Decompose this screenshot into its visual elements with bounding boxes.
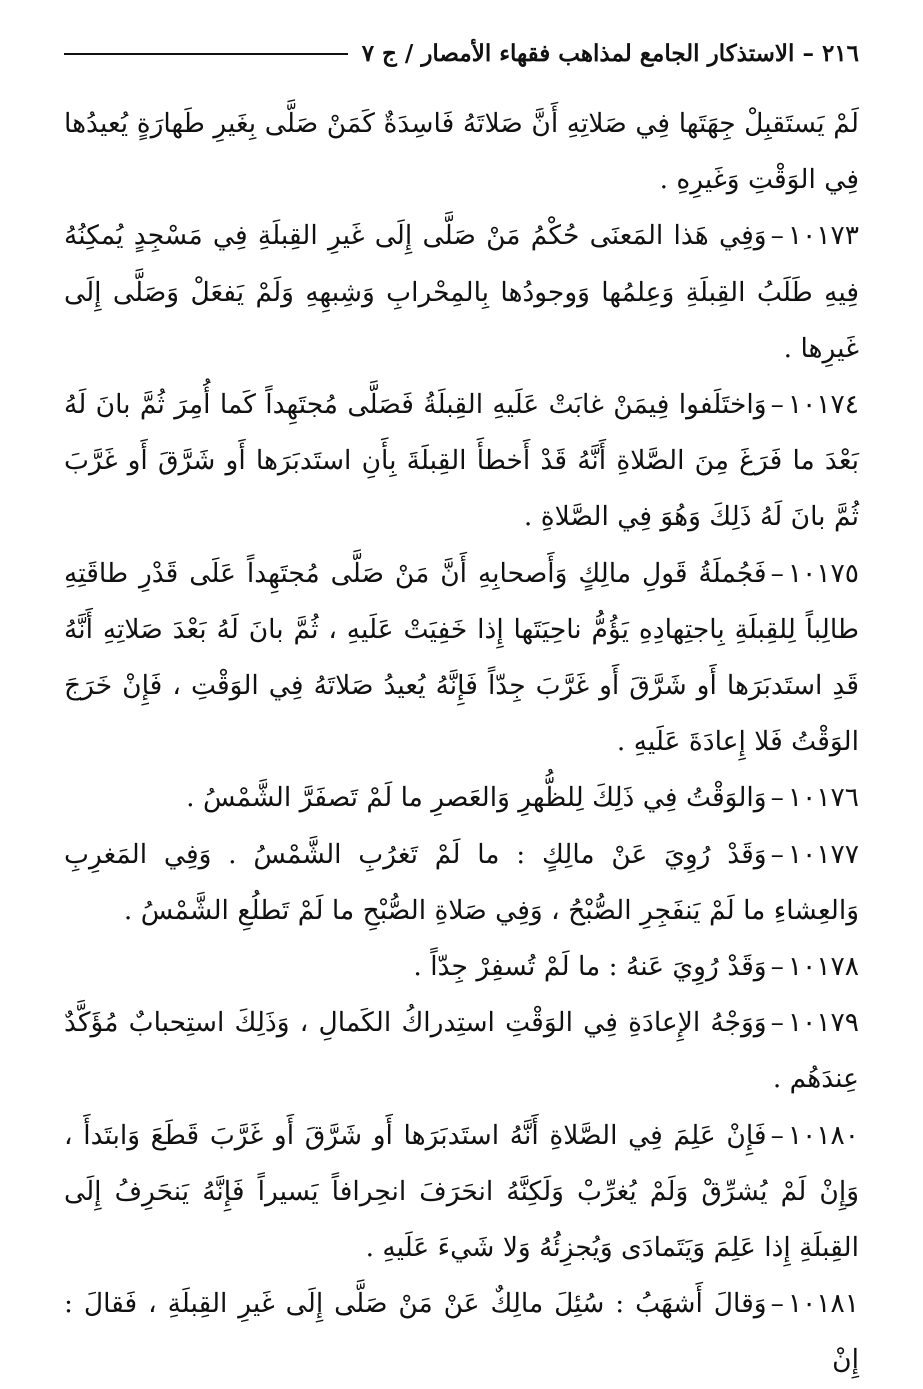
paragraph-text: فَجُملَةُ قَولِ مالِكٍ وَأَصحابِهِ أَنَّ مَنْ صَلَّى مُجتَهِداً عَلَى قَدْرِ طاقَتِهِ طالِباً لِلقِبلَةِ بِاجتِهادِهِ يَؤُمُّ ناحِيَتَها إِذا خَفِيَتْ عَلَيهِ ، ثُمَّ بانَ لَهُ بَعْدَ صَلاتِهِ أَنَّهُ قَدِ استَدبَرَها أَو شَرَّقَ أَو غَرَّبَ جِدّاً فَإِنَّهُ يُعيدُ صَلاتَهُ فِي الوَقْتِ ، فَإِنْ خَرَجَ الوَقْتُ فَلا إِعادَةَ عَلَيهِ . [64, 557, 859, 758]
page-header [64, 40, 859, 67]
paragraph-10180 [64, 1108, 859, 1277]
paragraph-text: فَإِنْ عَلِمَ فِي الصَّلاةِ أَنَّهُ استَدبَرَها أَو شَرَّقَ أَو غَرَّبَ قَطَعَ وَابتَدأَ ، وَإِنْ لَمْ يُشرِّقْ وَلَمْ يُغرِّبْ وَلَكِنَّهُ انحَرَفَ انحِرافاً يَسيراً فَإِنَّهُ يَنحَرِفُ إِلَى القِبلَةِ إِذا عَلِمَ وَيَتَمادَى وَيُجزِئُهُ وَلا شَيءَ عَلَيهِ . [64, 1119, 859, 1264]
paragraph-text: وَالوَقْتُ فِي ذَلِكَ لِلظُّهرِ وَالعَصرِ ما لَمْ تَصفَرَّ الشَّمْسُ . [186, 782, 767, 814]
paragraph-number: ١٠١٧٥ [787, 557, 859, 589]
page-body [64, 96, 859, 1389]
paragraph-text: وَقَدْ رُوِيَ عَنهُ : ما لَمْ تُسفِرْ جِدّاً . [413, 951, 767, 983]
paragraph-10178 [64, 939, 859, 995]
paragraph-10177 [64, 827, 859, 939]
paragraph-dash: – [770, 951, 784, 983]
paragraph-dash: – [770, 1119, 784, 1151]
paragraph-text: وَفِي هَذا المَعنَى حُكْمُ مَنْ صَلَّى إِلَى غَيرِ القِبلَةِ فِي مَسْجِدٍ يُمكِنُهُ فِيهِ طَلَبُ القِبلَةِ وَعِلمُها وَوجودُها بِالمِحْرابِ وَشِبهِهِ وَلَمْ يَفعَلْ وَصَلَّى إِلَى غَيرِها . [64, 220, 859, 364]
paragraph-number: ١٠١٧٦ [787, 782, 859, 814]
page-number: ٢١٦ [821, 40, 859, 67]
paragraph-text: وَقَدْ رُوِيَ عَنْ مالِكٍ : ما لَمْ تَغرُبِ الشَّمْسُ . وَفِي المَغرِبِ وَالعِشاءِ ما لَمْ يَنفَجِرِ الصُّبْحُ ، وَفِي صَلاةِ الصُّبْحِ ما لَمْ تَطلُعِ الشَّمْسُ . [64, 838, 859, 926]
paragraph-number: ١٠١٧٩ [787, 1007, 859, 1039]
paragraph-text: لَمْ يَستَقبِلْ جِهَتَها فِي صَلاتِهِ أَنَّ صَلاتَهُ فَاسِدَةٌ كَمَنْ صَلَّى بِغَيرِ طَهارَةٍ يُعيدُها فِي الوَقْتِ وَغَيرِهِ . [64, 108, 859, 196]
paragraph-dash: – [770, 1007, 784, 1039]
paragraph-dash: – [770, 557, 784, 589]
paragraph-number: ١٠١٨١ [787, 1288, 859, 1320]
paragraph-10179 [64, 995, 859, 1107]
paragraph-number: ١٠١٧٤ [787, 389, 859, 421]
header-rule [64, 53, 348, 55]
paragraph-dash: – [770, 1288, 784, 1320]
paragraph-10174 [64, 377, 859, 546]
paragraph-10181 [64, 1276, 859, 1388]
paragraph-text: وَاختَلَفوا فِيمَنْ غابَتْ عَلَيهِ القِبلَةُ فَصَلَّى مُجتَهِداً كَما أُمِرَ ثُمَّ بانَ لَهُ بَعْدَ ما فَرَغَ مِنَ الصَّلاةِ أَنَّهُ قَدْ أَخطأَ القِبلَةَ بِأَنِ استَدبَرَها أَو شَرَّقَ أَو غَرَّبَ ثُمَّ بانَ لَهُ ذَلِكَ وَهُوَ فِي الصَّلاةِ . [64, 389, 859, 533]
paragraph-dash: – [770, 782, 784, 814]
paragraph-continuation [64, 96, 859, 208]
paragraph-10173 [64, 208, 859, 377]
paragraph-number: ١٠١٨٠ [787, 1119, 859, 1151]
paragraph-10175 [64, 546, 859, 771]
paragraph-10176 [64, 770, 859, 826]
header-separator: – [802, 40, 814, 67]
paragraph-dash: – [770, 838, 784, 870]
paragraph-dash: – [770, 389, 784, 421]
paragraph-number: ١٠١٧٣ [787, 220, 859, 252]
paragraph-number: ١٠١٧٨ [787, 951, 859, 983]
paragraph-text: وَوَجْهُ الإِعادَةِ فِي الوَقْتِ استِدراكُ الكَمالِ ، وَذَلِكَ استِحبابٌ مُؤَكَّدٌ عِندَهُم . [64, 1007, 859, 1095]
running-title: الاستذكار الجامع لمذاهب فقهاء الأمصار / ج ٧ [361, 40, 795, 67]
paragraph-number: ١٠١٧٧ [787, 838, 859, 870]
paragraph-text: وَقالَ أَشهَبُ : سُئِلَ مالِكٌ عَنْ مَنْ صَلَّى إِلَى غَيرِ القِبلَةِ ، فَقالَ : إِنْ [64, 1288, 859, 1376]
paragraph-dash: – [770, 220, 784, 252]
